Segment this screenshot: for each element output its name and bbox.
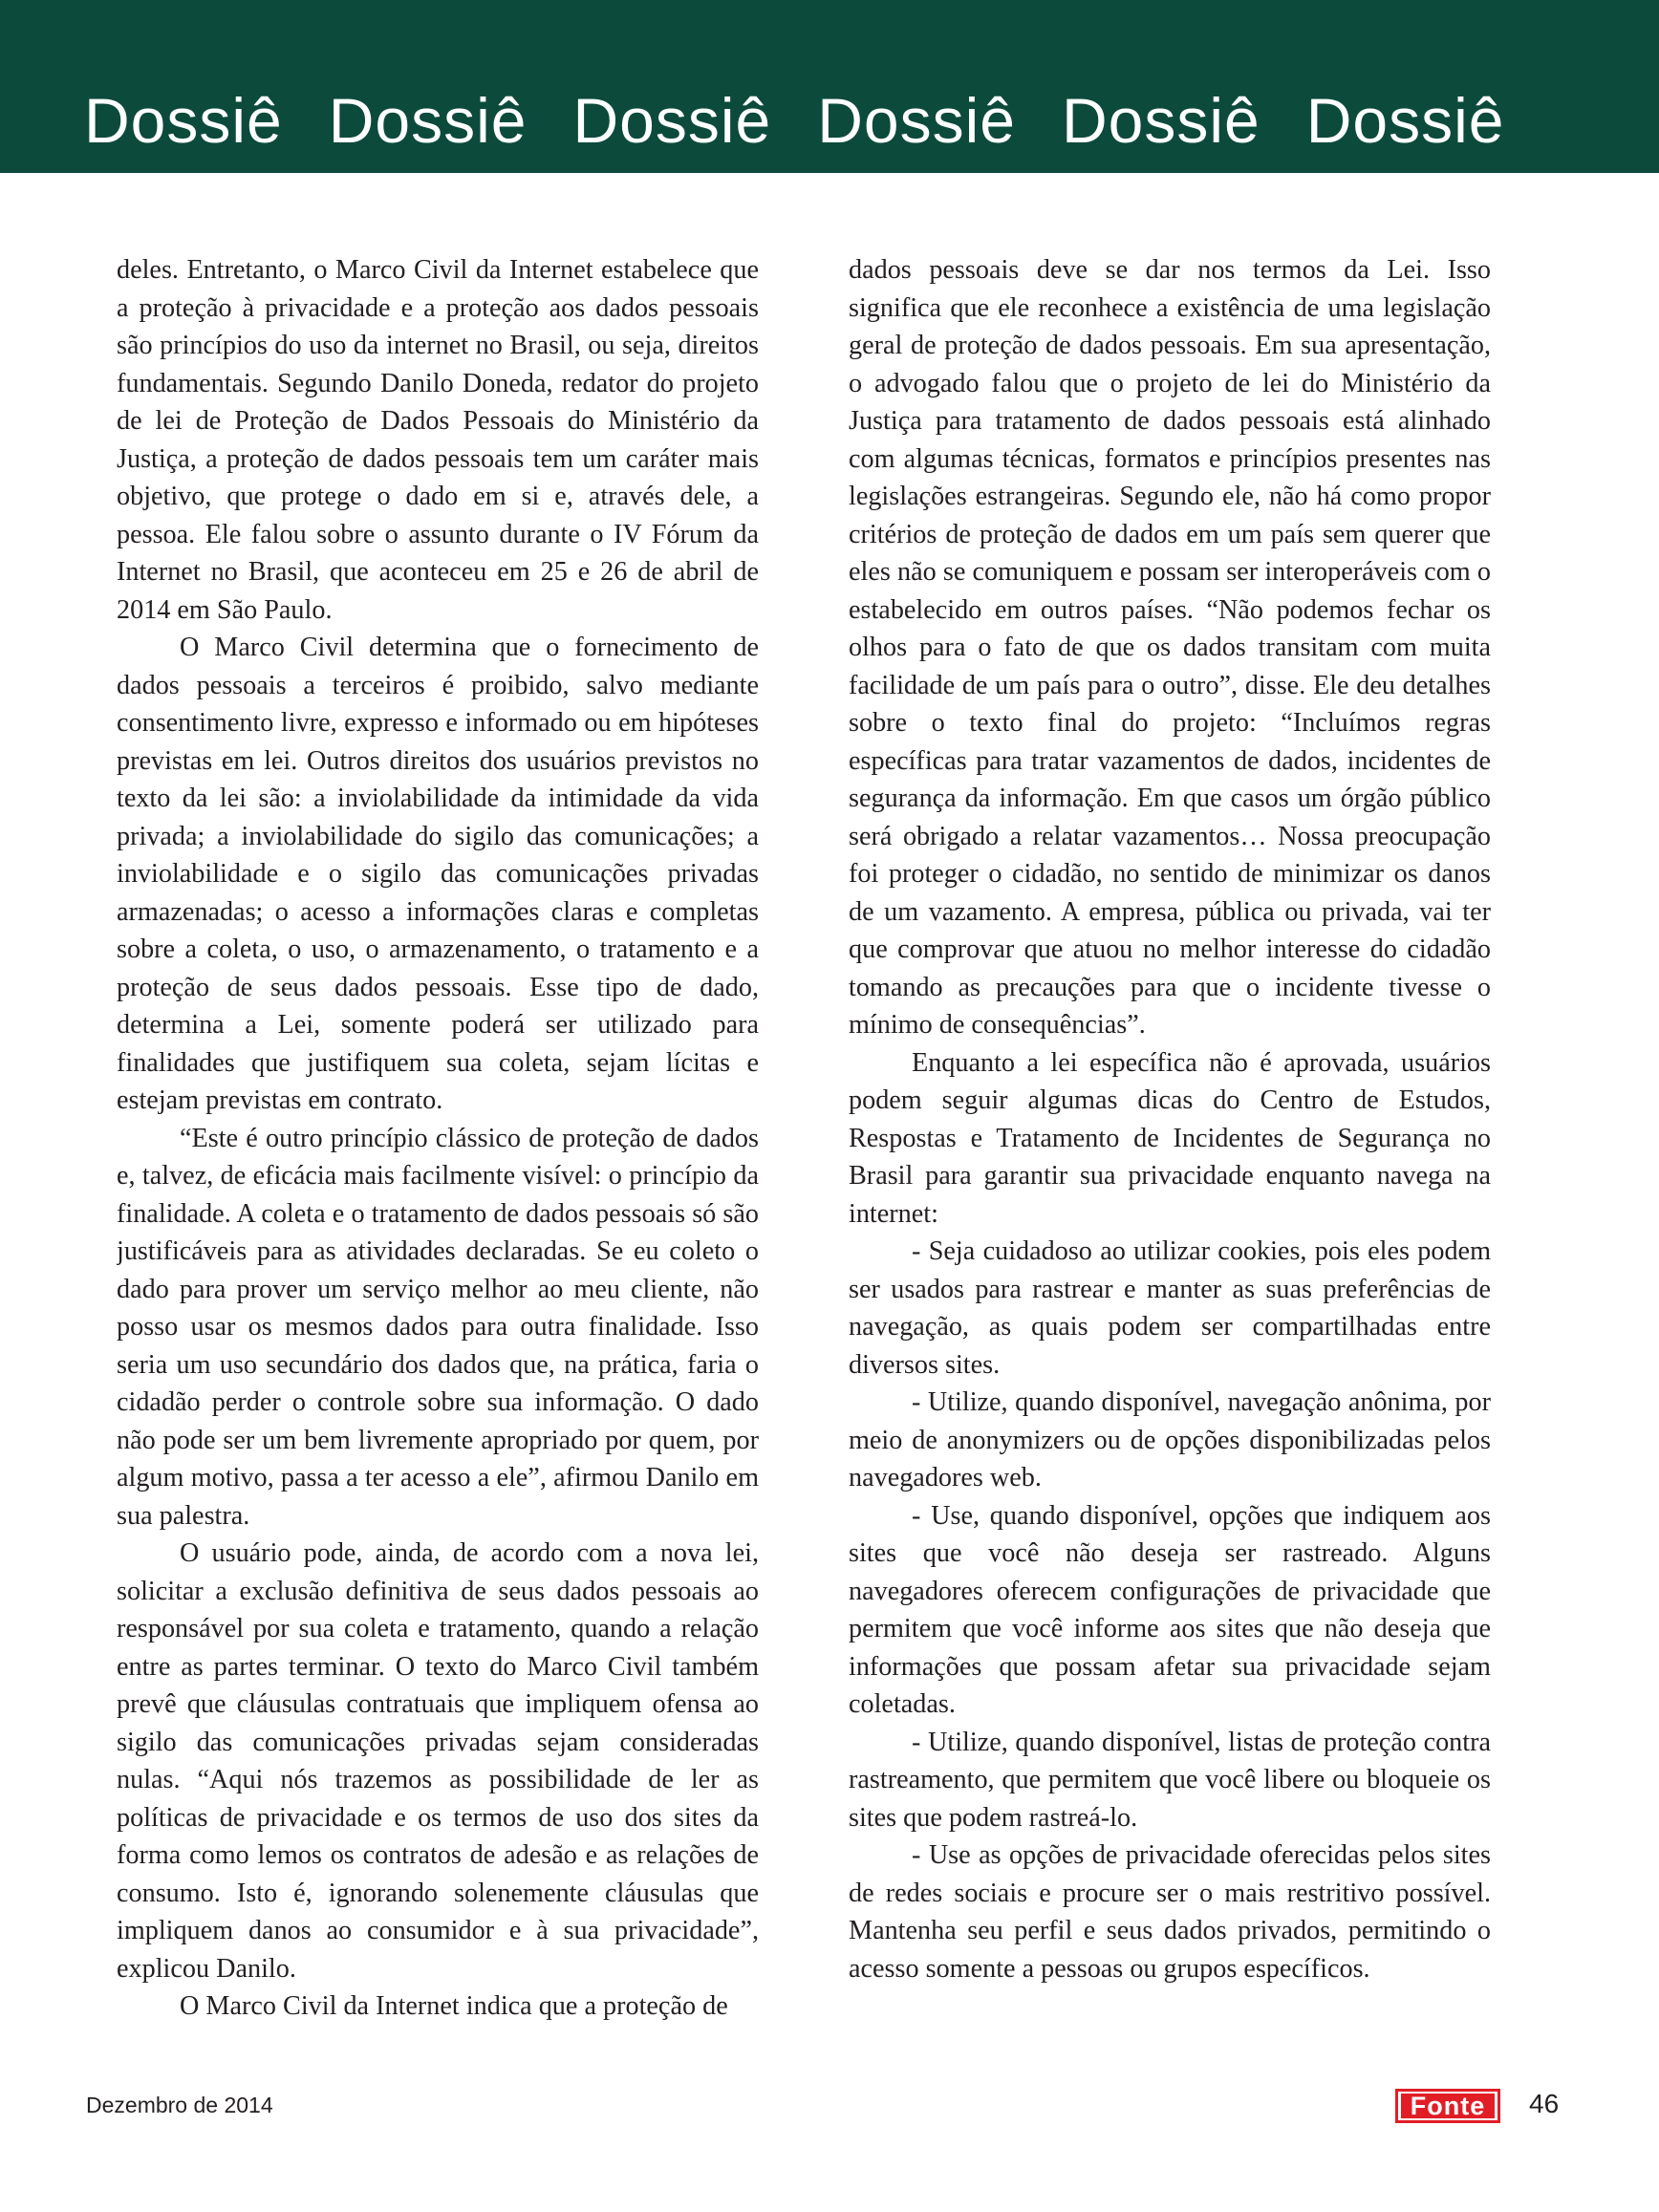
article-column-left	[117, 251, 759, 2029]
article-paragraph: O Marco Civil da Internet indica que a proteção de	[180, 1991, 728, 2021]
page-number: 46	[1529, 2089, 1560, 2118]
tip-item: - Utilize, quando disponível, navegação anônima, por meio de anonymizers ou de opções disponibilizadas pelos navegadores web.	[849, 1387, 1491, 1493]
article-paragraph: O usuário pode, ainda, de acordo com a nova lei, solicitar a exclusão definitiva de seus dados pessoais ao responsável por sua coleta e tratamento, quando a relação entre as partes terminar. O texto do Marco Civil também prevê que cláusulas contratuais que impliquem ofensa ao sigilo das comunicações privadas sejam consideradas nulas. “Aqui nós trazemos as possibilidade de ler as políticas de privacidade e os termos de uso dos sites da forma como lemos os contratos de adesão e as relações de consumo. Isto é, ignorando solenemente cláusulas que impliquem danos ao consumidor e à sua privacidade”, explicou Danilo.	[117, 1538, 759, 1984]
tip-item: - Seja cuidadoso ao utilizar cookies, pois eles podem ser usados para rastrear e manter as suas preferências de navegação, as quais podem ser compartilhadas entre diversos sites.	[849, 1236, 1491, 1380]
tip-item: - Utilize, quando disponível, listas de proteção contra rastreamento, que permitem que você libere ou bloqueie os sites que podem rastreá-lo.	[849, 1727, 1491, 1833]
footer-date: Dezembro de 2014	[86, 2093, 273, 2117]
article-paragraph: dados pessoais deve se dar nos termos da Lei. Isso significa que ele reconhece a existência de uma legislação geral de proteção de dados pessoais. Em sua apresentação, o advogado falou que o projeto de lei do Ministério da Justiça para tratamento de dados pessoais está alinhado com algumas técnicas, formatos e princípios presentes nas legislações estrangeiras. Segundo ele, não há como propor critérios de proteção de dados em um país sem querer que eles não se comuniquem e possam ser interoperáveis com o estabelecido em outros países. “Não podemos fechar os olhos para o fato de que os dados transitam com muita facilidade de um país para o outro”, disse. Ele deu detalhes sobre o texto final do projeto: “Incluímos regras específicas para tratar vazamentos de dados, incidentes de segurança da informação. Em que casos um órgão público será obrigado a relatar vazamentos… Nossa preocupação foi proteger o cidadão, no sentido de minimizar os danos de um vazamento. A empresa, pública ou privada, vai ter que comprovar que atuou no melhor interesse do cidadão tomando as precauções para que o incidente tivesse o mínimo de consequências”.	[849, 255, 1491, 1040]
article-paragraph: Enquanto a lei específica não é aprovada, usuários podem seguir algumas dicas do Centro de Estudos, Respostas e Tratamento de Incidentes de Segurança no Brasil para garantir sua privacidade enquanto navega na internet:	[849, 1047, 1491, 1229]
section-title-word: Dossiê	[84, 85, 283, 156]
section-title-word: Dossiê	[1305, 85, 1505, 156]
section-header-banner	[0, 0, 1659, 173]
section-title-row	[84, 82, 1632, 159]
article-paragraph: deles. Entretanto, o Marco Civil da Internet estabelece que a proteção à privacidade e a proteção aos dados pessoais são princípios do uso da internet no Brasil, ou seja, direitos fundamentais. Segundo Danilo Doneda, redator do projeto de lei de Proteção de Dados Pessoais do Ministério da Justiça, a proteção de dados pessoais tem um caráter mais objetivo, que protege o dado em si e, através dele, a pessoa. Ele falou sobre o assunto durante o IV Fórum da Internet no Brasil, que aconteceu em 25 e 26 de abril de 2014 em São Paulo.	[117, 255, 759, 625]
section-title-word: Dossiê	[817, 85, 1016, 156]
section-title-word: Dossiê	[1062, 85, 1260, 156]
article-column-right	[849, 251, 1491, 2029]
article-paragraph: O Marco Civil determina que o fornecimento de dados pessoais a terceiros é proibido, salvo mediante consentimento livre, expresso e informado ou em hipóteses previstas em lei. Outros direitos dos usuários previstos no texto da lei são: a inviolabilidade da intimidade da vida privada; a inviolabilidade do sigilo das comunicações; a inviolabilidade e o sigilo das comunicações privadas armazenadas; o acesso a informações claras e completas sobre a coleta, o uso, o armazenamento, o tratamento e a proteção de seus dados pessoais. Esse tipo de dado, determina a Lei, somente poderá ser utilizado para finalidades que justifiquem sua coleta, sejam lícitas e estejam previstas em contrato.	[117, 633, 759, 1115]
tip-item: - Use as opções de privacidade oferecidas pelos sites de redes sociais e procure ser o mais restritivo possível. Mantenha seu perfil e seus dados privados, permitindo o acesso somente a pessoas ou grupos específicos.	[849, 1840, 1491, 1984]
section-title-word: Dossiê	[328, 85, 528, 156]
section-title-word: Dossiê	[572, 85, 772, 156]
article-paragraph: “Este é outro princípio clássico de proteção de dados e, talvez, de eficácia mais facilmente visível: o princípio da finalidade. A coleta e o tratamento de dados pessoais só são justificáveis para as atividades declaradas. Se eu coleto o dado para prover um serviço melhor ao meu cliente, não posso usar os mesmos dados para outra finalidade. Isso seria um uso secundário dos dados que, na prática, faria o cidadão perder o controle sobre sua informação. O dado não pode ser um bem livremente apropriado por quem, por algum motivo, passa a ter acesso a ele”, afirmou Danilo em sua palestra.	[117, 1123, 759, 1531]
tip-item: - Use, quando disponível, opções que indiquem aos sites que você não deseja ser rastreado. Alguns navegadores oferecem configurações de privacidade que permitem que você informe aos sites que não deseja que informações que possam afetar sua privacidade sejam coletadas.	[849, 1500, 1491, 1719]
fonte-logo	[1395, 2089, 1500, 2123]
fonte-logo-text: Fonte	[1401, 2094, 1495, 2118]
